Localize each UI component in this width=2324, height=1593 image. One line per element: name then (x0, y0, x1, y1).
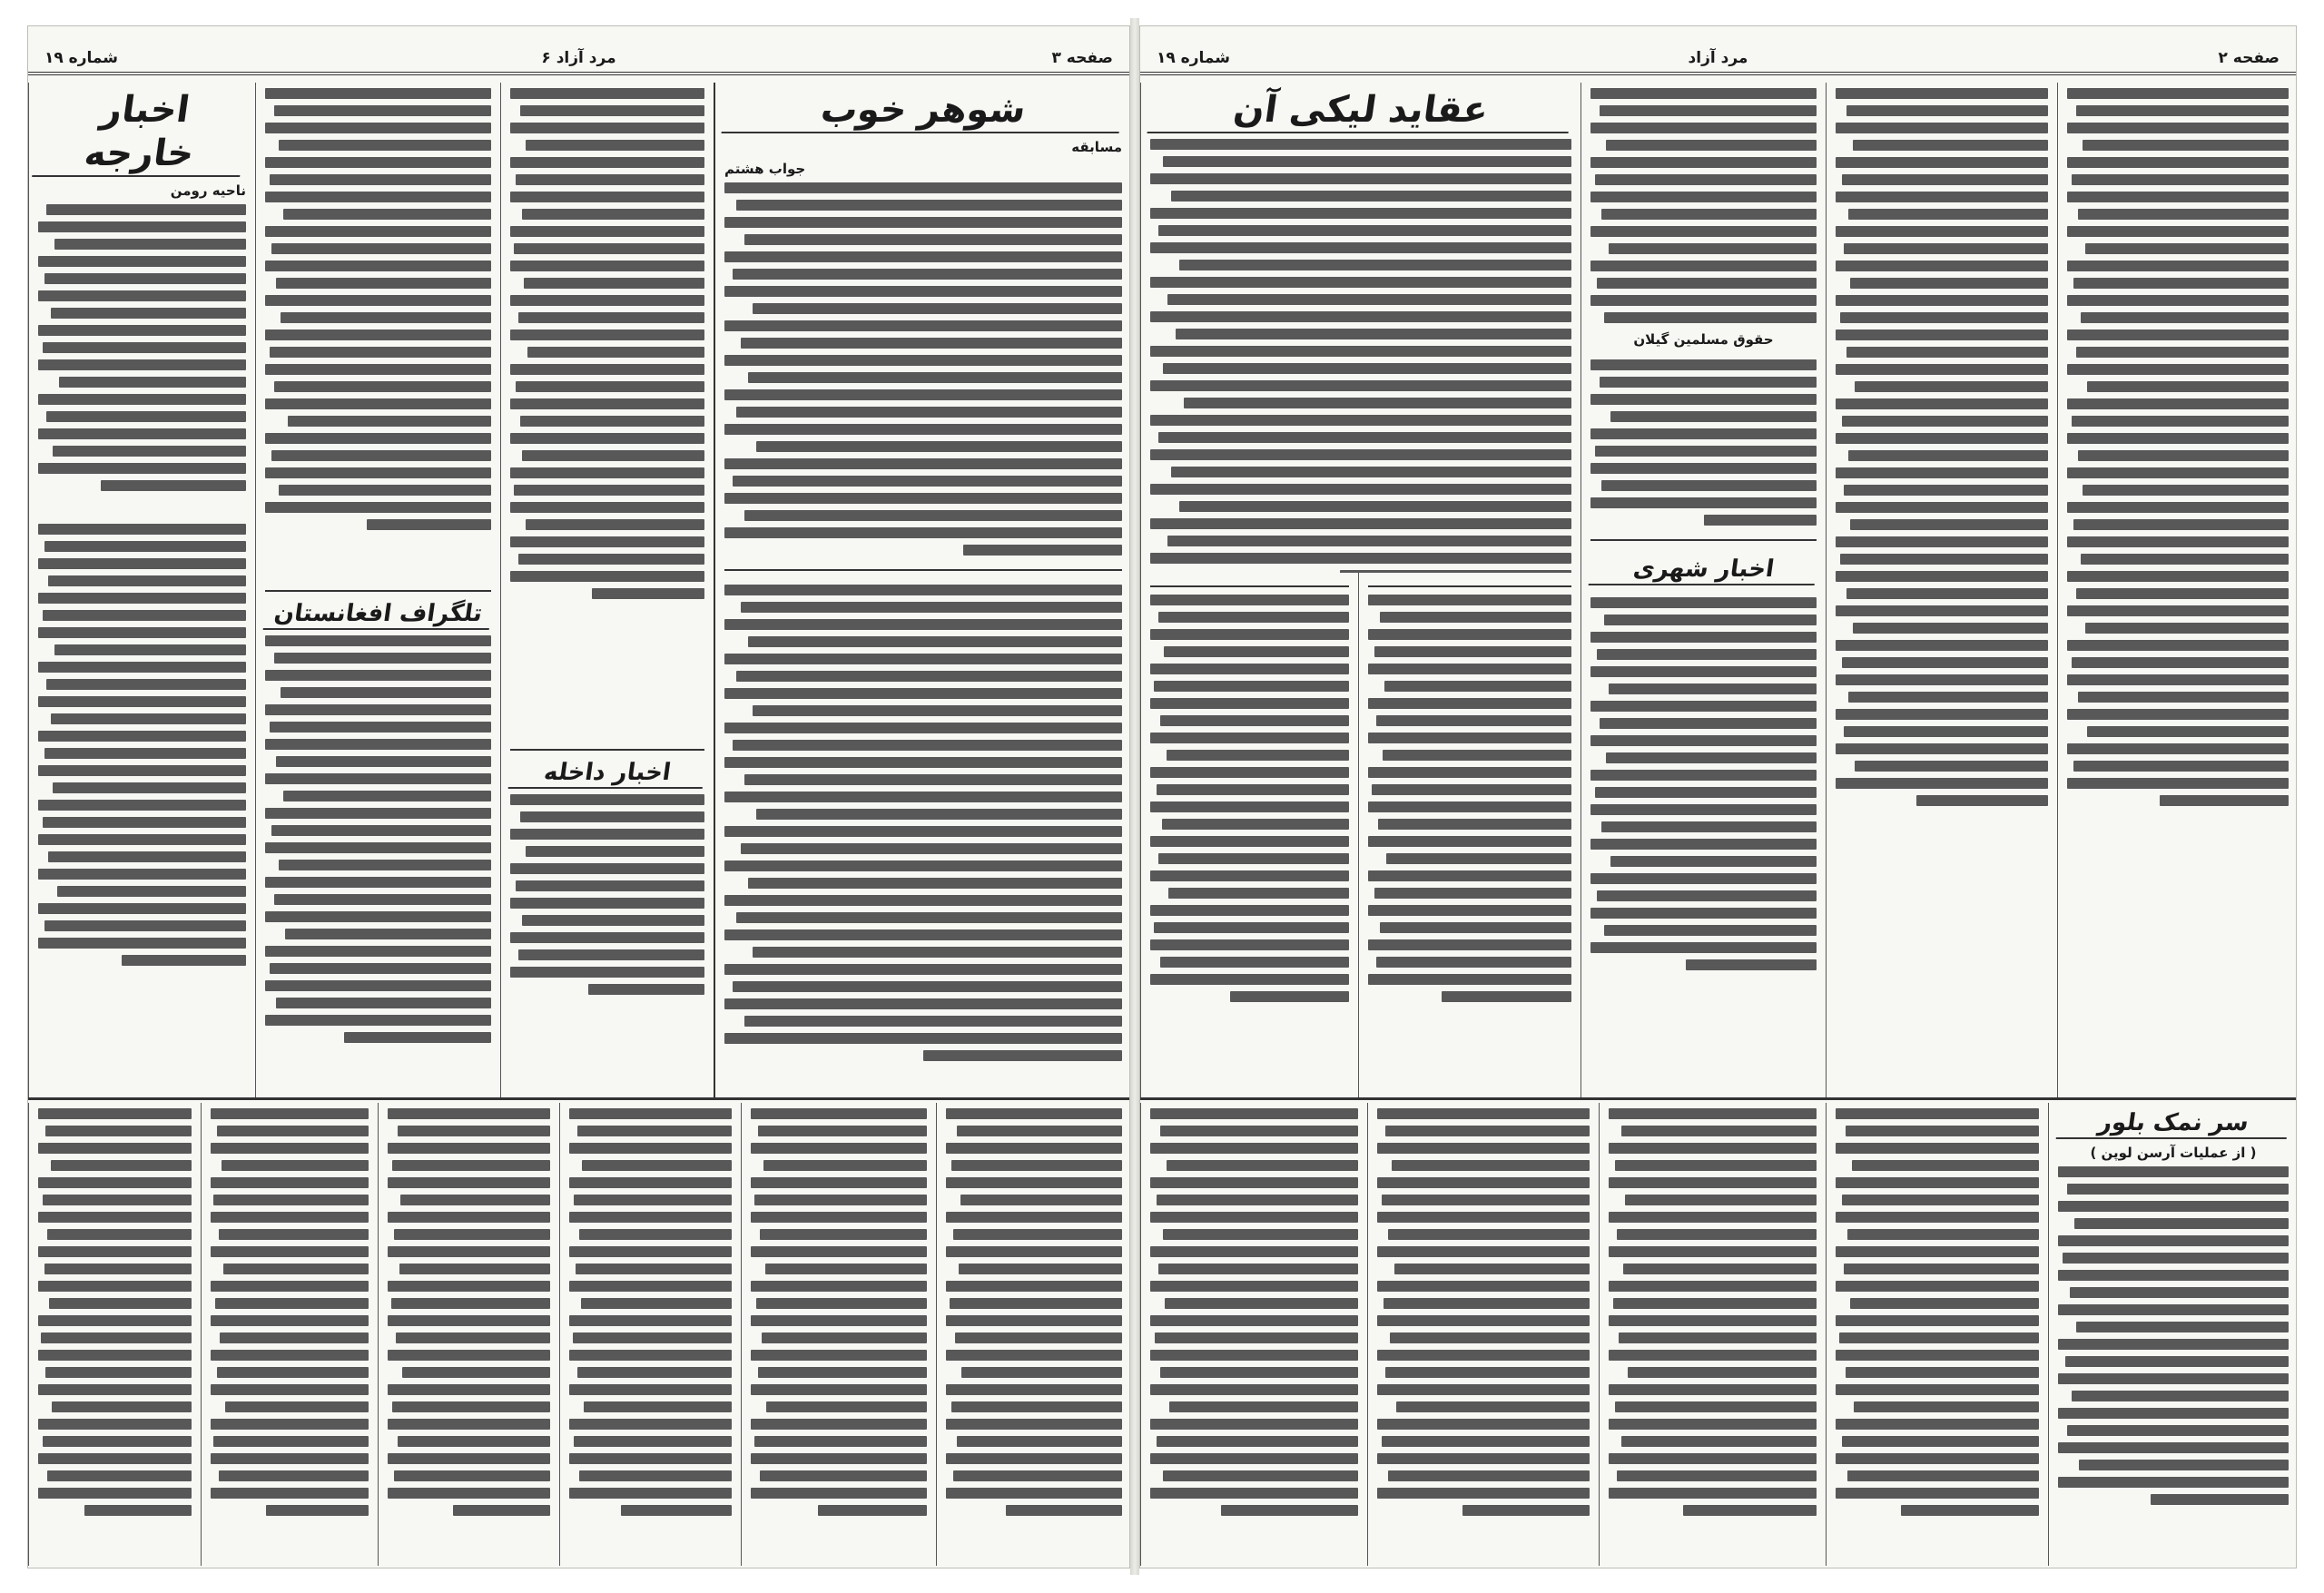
gilan-subhead: حقوق مسلمین گیلان (1633, 331, 1774, 348)
foreign-news-body (38, 204, 246, 966)
city-news-headline: اخبار شهری (1589, 555, 1819, 585)
local-news-column (500, 736, 714, 1097)
right-serial-col-1 (1140, 1103, 1367, 1566)
afghanistan-column (255, 577, 500, 1097)
right-serial-col-4 (1826, 1103, 2048, 1566)
foreign-news-headline: اخبار خارجه (32, 88, 252, 177)
right-serial-col-3 (1599, 1103, 1826, 1566)
left-header-page-number: صفحه ۳ (1051, 49, 1113, 67)
page-gutter (1130, 18, 1139, 1575)
right-header-issue-number: شماره ۱۹ (1157, 49, 1231, 67)
left-serial-col-2 (201, 1103, 378, 1566)
shohar-khoob-headline: شوهر خوب (721, 88, 1125, 133)
left-page-fold-rule (28, 1097, 1129, 1100)
left-page-header (28, 44, 1129, 75)
left-news-column-3 (500, 83, 714, 736)
city-news-column (1581, 83, 1826, 1097)
right-page (1139, 25, 2297, 1568)
sar-bolur-subhead: ( از عملیات آرسن لوپن ) (2090, 1145, 2257, 1161)
right-news-column-5 (2057, 83, 2297, 1097)
left-serial-col-5 (741, 1103, 936, 1566)
right-news-column-4 (1826, 83, 2057, 1097)
local-news-headline: اخبار داخله (508, 758, 707, 789)
left-serial-col-4 (559, 1103, 741, 1566)
right-page-fold-rule (1140, 1097, 2296, 1100)
left-news-column-2 (255, 83, 500, 577)
foreign-news-column (28, 83, 255, 1097)
left-header-issue-number: شماره ۱۹ (44, 49, 119, 67)
left-header-masthead: مرد آزاد ۶ (541, 49, 616, 67)
aqayed-column (1140, 83, 1581, 573)
sar-bolur-column (2048, 1103, 2297, 1566)
afghanistan-headline: تلگراف افغانستان (263, 599, 494, 630)
left-page (27, 25, 1130, 1568)
right-news-column-2 (1140, 573, 1358, 1097)
right-header-page-number: صفحه ۲ (2218, 49, 2280, 67)
left-serial-col-1 (28, 1103, 201, 1566)
right-page-header (1140, 44, 2296, 75)
right-news-column-3 (1358, 573, 1581, 1097)
left-serial-col-3 (378, 1103, 559, 1566)
left-serial-col-6 (936, 1103, 1130, 1566)
foreign-news-subhead: ناحیه رومن (170, 182, 246, 199)
shohar-khoob-column (714, 83, 1130, 1097)
sar-bolur-headline: سر نمک بلور (2056, 1108, 2291, 1139)
right-header-masthead: مرد آزاد (1688, 49, 1748, 67)
answer-label: جواب هشتم (724, 161, 806, 177)
aqayed-headline: عقاید لیکی آن (1147, 88, 1574, 133)
shohar-khoob-subhead: مسابقه (1071, 139, 1122, 155)
right-serial-col-2 (1367, 1103, 1599, 1566)
